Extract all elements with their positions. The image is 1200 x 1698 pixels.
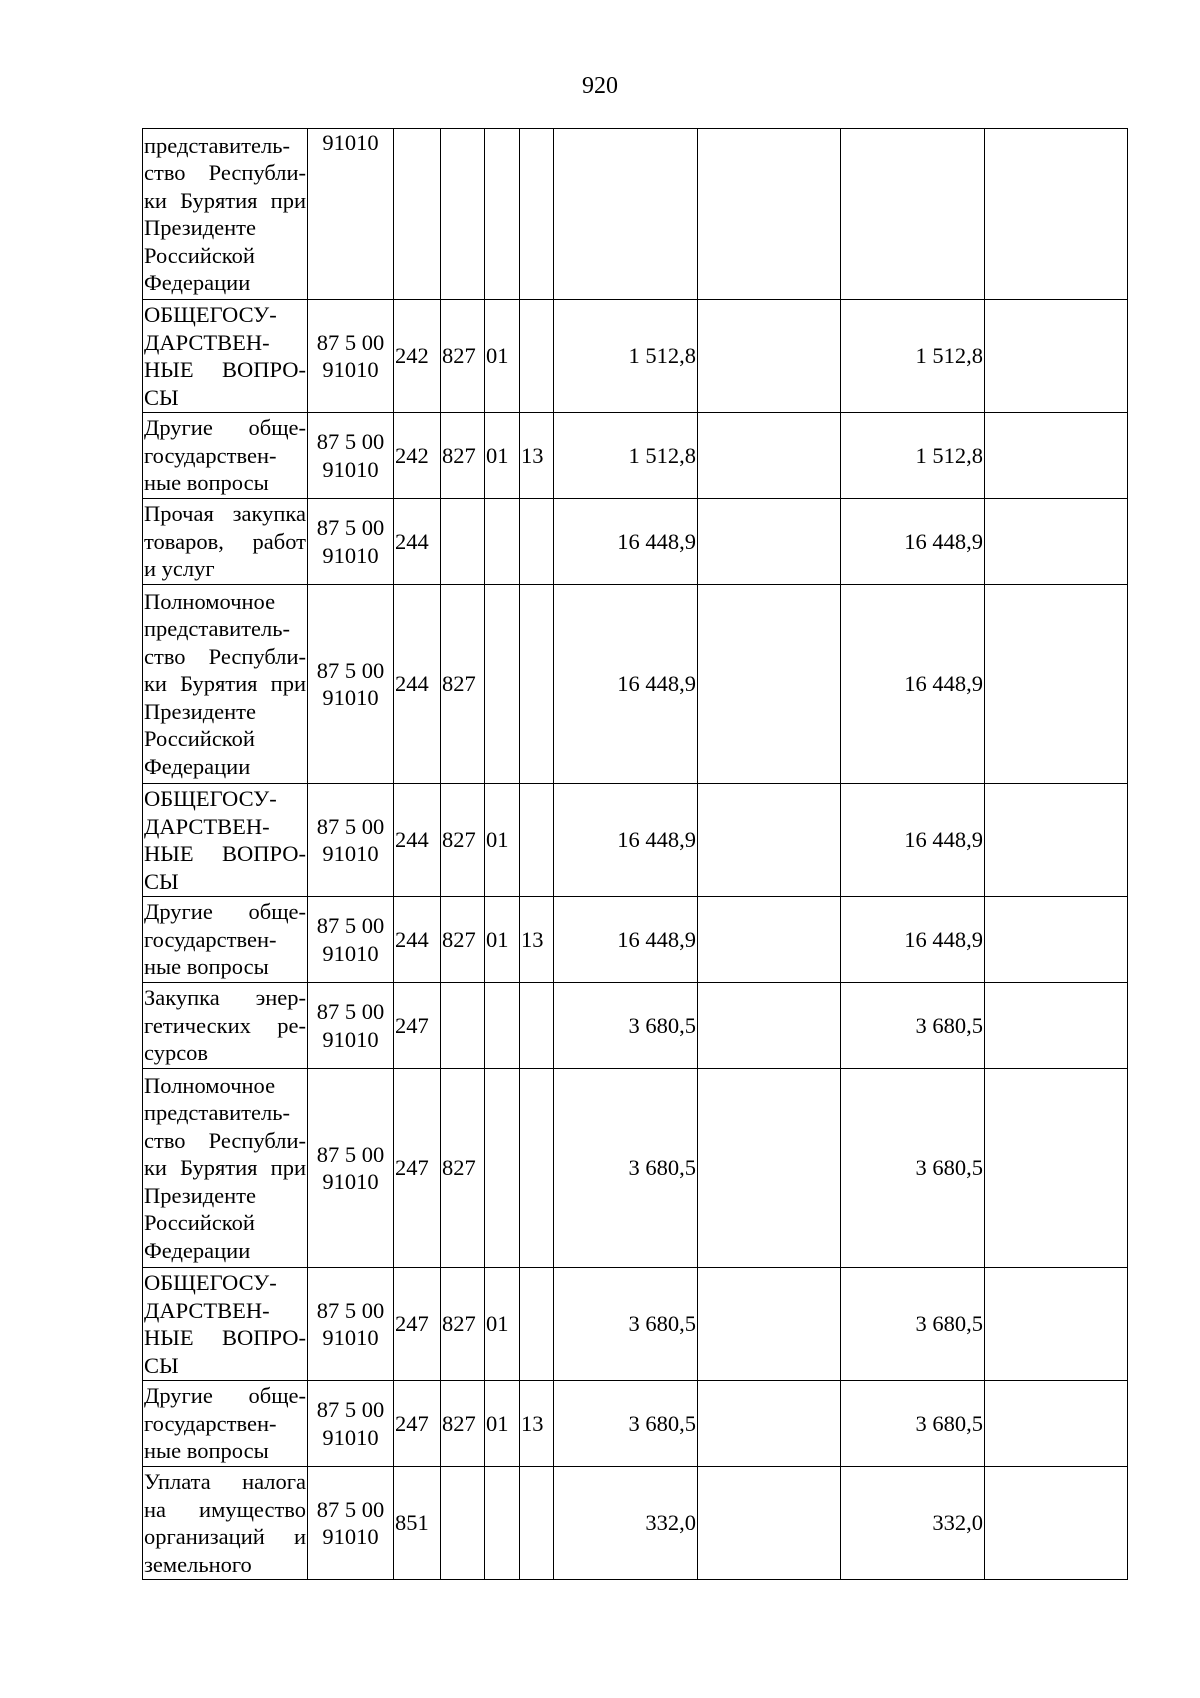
row-name-line: на имущество xyxy=(144,1496,306,1522)
administrator-code-cell: 827 xyxy=(441,784,485,897)
amount-cell-3: 3 680,5 xyxy=(841,1069,985,1268)
administrator-code-cell xyxy=(441,1467,485,1580)
amount-cell-2 xyxy=(698,1069,841,1268)
administrator-code-cell: 827 xyxy=(441,897,485,983)
section-code-cell: 01 xyxy=(485,413,520,499)
row-name-line: ОБЩЕГОСУ- xyxy=(144,786,277,811)
row-name-line: Федерации xyxy=(144,1237,251,1263)
expense-type-code-cell: 242 xyxy=(394,300,441,413)
amount-cell-1: 16 448,9 xyxy=(554,499,698,585)
target-article-code-line: 91010 xyxy=(322,940,379,966)
expense-type-code-cell: 851 xyxy=(394,1467,441,1580)
row-name-line: Другие обще- xyxy=(144,1383,306,1409)
section-code-cell xyxy=(485,1069,520,1268)
target-article-code-line: 91010 xyxy=(322,1325,379,1350)
amount-cell-4 xyxy=(985,897,1128,983)
row-name-line: ство Республи- xyxy=(144,1127,306,1153)
amount-cell-3 xyxy=(841,129,985,300)
row-name-line: Федерации xyxy=(144,753,251,779)
target-article-code-line: 87 5 00 xyxy=(316,1297,385,1323)
row-name-line: СЫ xyxy=(144,868,179,894)
amount-cell-1: 1 512,8 xyxy=(554,300,698,413)
row-name-line: ки Бурятия при xyxy=(144,187,306,213)
administrator-code-cell: 827 xyxy=(441,300,485,413)
subsection-code-cell: 13 xyxy=(520,413,554,499)
target-article-code-line: 91010 xyxy=(322,1524,379,1549)
target-article-code-line: 87 5 00 xyxy=(316,657,385,683)
expense-type-code-cell: 244 xyxy=(394,585,441,784)
administrator-code-cell: 827 xyxy=(441,413,485,499)
target-article-code-cell xyxy=(308,1268,394,1381)
administrator-code-cell xyxy=(441,983,485,1069)
target-article-code-line: 91010 xyxy=(322,841,379,866)
expense-type-code-cell xyxy=(394,129,441,300)
row-name-line: Федерации xyxy=(144,270,251,295)
subsection-code-cell xyxy=(520,1268,554,1381)
subsection-code-cell xyxy=(520,1069,554,1268)
row-name-line: Президенте xyxy=(144,698,256,724)
amount-cell-1: 3 680,5 xyxy=(554,983,698,1069)
row-name-line: ки Бурятия при xyxy=(144,1155,306,1181)
page-number: 920 xyxy=(582,73,618,99)
amount-cell-1: 332,0 xyxy=(554,1467,698,1580)
amount-cell-1: 16 448,9 xyxy=(554,585,698,784)
row-name-line: сурсов xyxy=(144,1040,209,1066)
amount-cell-1: 3 680,5 xyxy=(554,1268,698,1381)
row-name-line: представитель- xyxy=(144,132,290,158)
row-name-line: ные вопросы xyxy=(144,954,269,980)
row-name-line: Российской xyxy=(144,726,255,752)
expense-type-code-cell: 244 xyxy=(394,499,441,585)
row-name-line: Закупка энер- xyxy=(144,985,306,1011)
expense-type-code-cell: 247 xyxy=(394,1381,441,1467)
target-article-code-line: 91010 xyxy=(322,357,379,382)
table-row xyxy=(143,300,1128,413)
row-name-line: ОБЩЕГОСУ- xyxy=(144,1270,277,1295)
subsection-code-cell xyxy=(520,499,554,585)
target-article-code-line: 87 5 00 xyxy=(316,999,385,1024)
section-code-cell: 01 xyxy=(485,1381,520,1467)
row-name-cell xyxy=(143,585,308,784)
row-name-line: ство Республи- xyxy=(144,160,306,185)
subsection-code-cell: 13 xyxy=(520,897,554,983)
amount-cell-4 xyxy=(985,1467,1128,1580)
subsection-code-cell xyxy=(520,784,554,897)
subsection-code-cell xyxy=(520,585,554,784)
target-article-code-line: 87 5 00 xyxy=(316,429,385,454)
amount-cell-2 xyxy=(698,300,841,413)
amount-cell-3: 332,0 xyxy=(841,1467,985,1580)
table-row xyxy=(143,784,1128,897)
row-name-line: СЫ xyxy=(144,384,179,410)
section-code-cell xyxy=(485,585,520,784)
amount-cell-2 xyxy=(698,983,841,1069)
table-row xyxy=(143,983,1128,1069)
row-name-line: государствен- xyxy=(144,442,277,468)
row-name-line: Президенте xyxy=(144,1182,256,1208)
section-code-cell xyxy=(485,499,520,585)
amount-cell-1: 16 448,9 xyxy=(554,897,698,983)
target-article-code-line: 91010 xyxy=(322,456,379,482)
row-name-line: государствен- xyxy=(144,1410,277,1436)
row-name-cell xyxy=(143,784,308,897)
target-article-code-line: 87 5 00 xyxy=(316,1496,385,1522)
amount-cell-4 xyxy=(985,129,1128,300)
row-name-cell xyxy=(143,1268,308,1381)
row-name-line: СЫ xyxy=(144,1352,179,1378)
target-article-code-line: 87 5 00 xyxy=(316,913,385,938)
administrator-code-cell: 827 xyxy=(441,1268,485,1381)
expense-type-code-cell: 244 xyxy=(394,897,441,983)
row-name-line: Уплата налога xyxy=(144,1469,306,1494)
administrator-code-cell: 827 xyxy=(441,585,485,784)
row-name-line: государствен- xyxy=(144,926,277,952)
budget-table-body xyxy=(143,129,1128,1580)
row-name-line: ство Республи- xyxy=(144,643,306,669)
amount-cell-1: 3 680,5 xyxy=(554,1381,698,1467)
amount-cell-3: 3 680,5 xyxy=(841,983,985,1069)
amount-cell-2 xyxy=(698,585,841,784)
amount-cell-2 xyxy=(698,499,841,585)
subsection-code-cell xyxy=(520,983,554,1069)
table-row xyxy=(143,1069,1128,1268)
amount-cell-2 xyxy=(698,784,841,897)
row-name-cell xyxy=(143,1381,308,1467)
row-name-cell xyxy=(143,983,308,1069)
subsection-code-cell xyxy=(520,1467,554,1580)
amount-cell-4 xyxy=(985,983,1128,1069)
row-name-line: Прочая закупка xyxy=(144,501,306,527)
row-name-cell xyxy=(143,300,308,413)
row-name-line: и услуг xyxy=(144,556,215,582)
expense-type-code-cell: 244 xyxy=(394,784,441,897)
amount-cell-3: 1 512,8 xyxy=(841,300,985,413)
row-name-line: Полномочное xyxy=(144,588,276,614)
amount-cell-4 xyxy=(985,784,1128,897)
target-article-code-cell xyxy=(308,1381,394,1467)
target-article-code-line: 87 5 00 xyxy=(316,813,385,839)
amount-cell-4 xyxy=(985,1069,1128,1268)
table-row xyxy=(143,585,1128,784)
amount-cell-3: 3 680,5 xyxy=(841,1268,985,1381)
section-code-cell: 01 xyxy=(485,300,520,413)
amount-cell-4 xyxy=(985,1268,1128,1381)
amount-cell-4 xyxy=(985,300,1128,413)
target-article-code-line: 87 5 00 xyxy=(316,1397,385,1422)
row-name-line: ДАРСТВЕН- xyxy=(144,329,270,355)
administrator-code-cell: 827 xyxy=(441,1381,485,1467)
section-code-cell xyxy=(485,983,520,1069)
row-name-line: ки Бурятия при xyxy=(144,671,306,697)
expense-type-code-cell: 247 xyxy=(394,1069,441,1268)
amount-cell-2 xyxy=(698,1381,841,1467)
amount-cell-2 xyxy=(698,1467,841,1580)
target-article-code-line: 91010 xyxy=(322,542,379,568)
row-name-line: ОБЩЕГОСУ- xyxy=(144,302,277,327)
amount-cell-3: 16 448,9 xyxy=(841,499,985,585)
row-name-line: Полномочное xyxy=(144,1072,276,1098)
administrator-code-cell xyxy=(441,499,485,585)
section-code-cell xyxy=(485,1467,520,1580)
amount-cell-2 xyxy=(698,413,841,499)
table-row xyxy=(143,1467,1128,1580)
expense-type-code-cell: 247 xyxy=(394,1268,441,1381)
table-row xyxy=(143,1268,1128,1381)
target-article-code-line: 87 5 00 xyxy=(316,515,385,540)
row-name-line: НЫЕ ВОПРО- xyxy=(144,841,306,866)
target-article-code-cell xyxy=(308,413,394,499)
target-article-code-line: 87 5 00 xyxy=(316,329,385,355)
amount-cell-1 xyxy=(554,129,698,300)
row-name-cell xyxy=(143,1069,308,1268)
table-row xyxy=(143,129,1128,300)
budget-table xyxy=(142,128,1128,1580)
amount-cell-1: 3 680,5 xyxy=(554,1069,698,1268)
row-name-cell xyxy=(143,897,308,983)
row-name-cell xyxy=(143,499,308,585)
table-row xyxy=(143,413,1128,499)
section-code-cell: 01 xyxy=(485,897,520,983)
subsection-code-cell xyxy=(520,129,554,300)
amount-cell-3: 3 680,5 xyxy=(841,1381,985,1467)
subsection-code-cell: 13 xyxy=(520,1381,554,1467)
row-name-line: ные вопросы xyxy=(144,470,269,496)
target-article-code-line: 87 5 00 xyxy=(316,1141,385,1167)
target-article-code-cell xyxy=(308,784,394,897)
target-article-code-line: 91010 xyxy=(322,130,379,155)
amount-cell-2 xyxy=(698,897,841,983)
amount-cell-4 xyxy=(985,413,1128,499)
target-article-code-line: 91010 xyxy=(322,1424,379,1450)
administrator-code-cell xyxy=(441,129,485,300)
amount-cell-4 xyxy=(985,1381,1128,1467)
expense-type-code-cell: 242 xyxy=(394,413,441,499)
amount-cell-3: 16 448,9 xyxy=(841,585,985,784)
row-name-line: земельного xyxy=(144,1551,252,1577)
row-name-line: Российской xyxy=(144,242,255,268)
row-name-line: представитель- xyxy=(144,616,290,642)
section-code-cell: 01 xyxy=(485,1268,520,1381)
section-code-cell xyxy=(485,129,520,300)
row-name-line: представитель- xyxy=(144,1100,290,1126)
target-article-code-line: 91010 xyxy=(322,1026,379,1052)
row-name-line: Другие обще- xyxy=(144,899,306,925)
table-row xyxy=(143,499,1128,585)
target-article-code-cell xyxy=(308,300,394,413)
row-name-line: НЫЕ ВОПРО- xyxy=(144,357,306,382)
target-article-code-line: 91010 xyxy=(322,685,379,710)
amount-cell-4 xyxy=(985,585,1128,784)
target-article-code-cell xyxy=(308,499,394,585)
row-name-line: НЫЕ ВОПРО- xyxy=(144,1325,306,1350)
subsection-code-cell xyxy=(520,300,554,413)
row-name-cell xyxy=(143,1467,308,1580)
amount-cell-2 xyxy=(698,129,841,300)
amount-cell-1: 1 512,8 xyxy=(554,413,698,499)
table-row xyxy=(143,897,1128,983)
amount-cell-3: 16 448,9 xyxy=(841,784,985,897)
section-code-cell: 01 xyxy=(485,784,520,897)
administrator-code-cell: 827 xyxy=(441,1069,485,1268)
row-name-line: Российской xyxy=(144,1210,255,1236)
target-article-code-cell xyxy=(308,897,394,983)
target-article-code-line: 91010 xyxy=(322,1169,379,1194)
amount-cell-3: 16 448,9 xyxy=(841,897,985,983)
row-name-cell xyxy=(143,129,308,300)
amount-cell-4 xyxy=(985,499,1128,585)
table-row xyxy=(143,1381,1128,1467)
expense-type-code-cell: 247 xyxy=(394,983,441,1069)
amount-cell-1: 16 448,9 xyxy=(554,784,698,897)
row-name-line: Президенте xyxy=(144,215,256,240)
target-article-code-cell xyxy=(308,585,394,784)
target-article-code-cell xyxy=(308,983,394,1069)
row-name-line: товаров, работ xyxy=(144,528,306,554)
row-name-line: Другие обще- xyxy=(144,415,306,441)
row-name-cell xyxy=(143,413,308,499)
row-name-line: гетических ре- xyxy=(144,1012,306,1038)
amount-cell-2 xyxy=(698,1268,841,1381)
target-article-code-cell xyxy=(308,1069,394,1268)
target-article-code-cell xyxy=(308,129,394,300)
row-name-line: ДАРСТВЕН- xyxy=(144,813,270,839)
target-article-code-cell xyxy=(308,1467,394,1580)
amount-cell-3: 1 512,8 xyxy=(841,413,985,499)
row-name-line: организаций и xyxy=(144,1524,306,1549)
row-name-line: ные вопросы xyxy=(144,1438,269,1464)
row-name-line: ДАРСТВЕН- xyxy=(144,1297,270,1323)
